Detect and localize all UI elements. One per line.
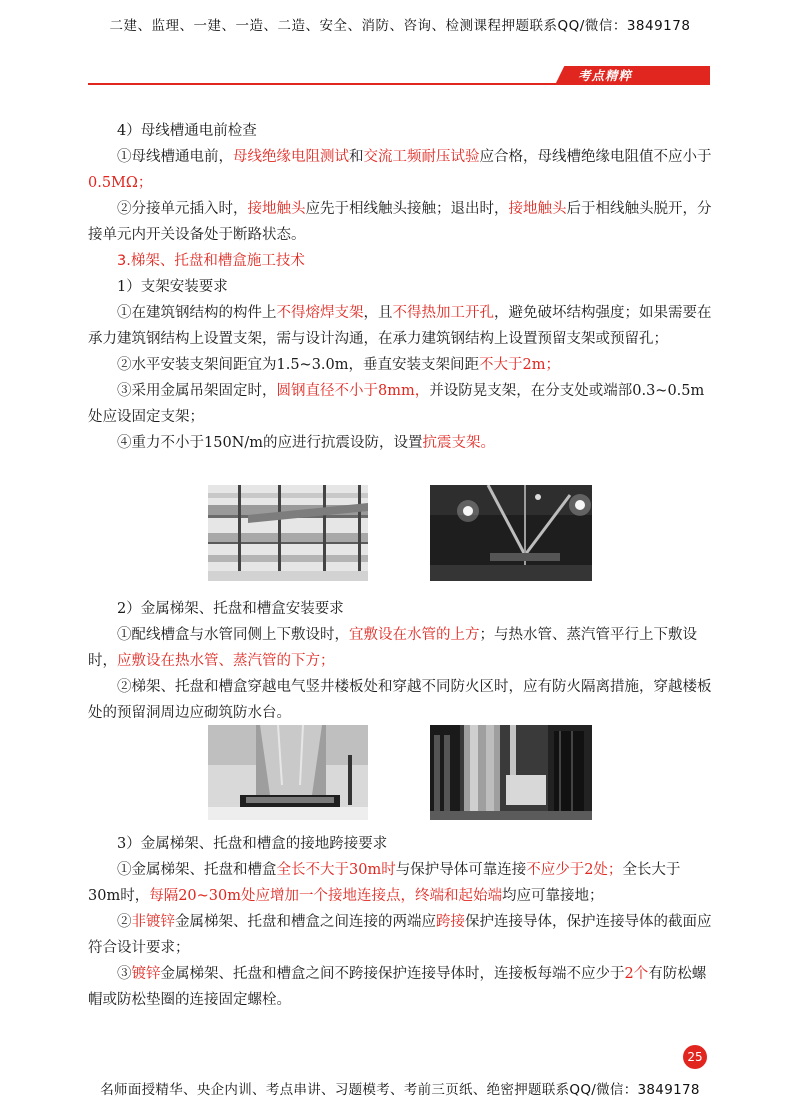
paragraph: ①在建筑钢结构的构件上不得熔焊支架，且不得热加工开孔，避免破坏结构强度；如果需要在承力建筑钢结构上设置支架，需与设计沟通，在承力建筑钢结构上设置预留支架或预留孔； [88, 305, 712, 347]
paragraph: ②分接单元插入时，接地触头应先于相线触头接触；退出时，接地触头后于相线触头脱开，分接单元内开关设备处于断路状态。 [88, 201, 712, 243]
subsection-heading: 3）金属梯架、托盘和槽盒的接地跨接要求 [117, 836, 388, 852]
page-footer-text: 名师面授精华、央企内训、考点串讲、习题模考、考前三页纸、绝密押题联系QQ/微信：3849178 [100, 1082, 700, 1098]
cable-tray-support-image [208, 485, 368, 581]
paragraph: ④重力不小于150N/m的应进行抗震设防，设置抗震支架。 [117, 435, 495, 451]
photo-cable-tray-supports [208, 485, 368, 581]
seismic-bracing-image [430, 485, 592, 581]
text-block-c [88, 831, 712, 1013]
paragraph: ③镀锌金属梯架、托盘和槽盒之间不跨接保护连接导体时，连接板每端不应少于2个有防松螺帽或防松垫圈的连接固定螺栓。 [88, 966, 707, 1008]
paragraph: ②梯架、托盘和槽盒穿越电气竖井楼板处和穿越不同防火区时，应有防火隔离措施，穿越楼板处的预留洞周边应砌筑防水台。 [88, 679, 712, 721]
paragraph: ②水平安装支架间距宜为1.5~3.0m，垂直安装支架间距不大于2m； [117, 357, 561, 373]
fire-barrier-image [208, 725, 368, 820]
section-heading: 3.梯架、托盘和槽盒施工技术 [117, 253, 305, 269]
header-banner-label: 考点精粹 [578, 68, 633, 83]
photo-fire-barrier [208, 725, 368, 820]
header-rule [88, 83, 708, 85]
paragraph: ②非镀锌金属梯架、托盘和槽盒之间连接的两端应跨接保护连接导体，保护连接导体的截面应符合设计要求； [88, 914, 712, 956]
paragraph: ①母线槽通电前，母线绝缘电阻测试和交流工频耐压试验应合格，母线槽绝缘电阻值不应小于0.5MΩ； [88, 149, 712, 191]
subsection-heading: 1）支架安装要求 [117, 279, 228, 295]
text-block-a [88, 118, 712, 456]
section-heading: 4）母线槽通电前检查 [117, 123, 257, 139]
page-number: 25 [683, 1045, 707, 1069]
paragraph: ①配线槽盒与水管同侧上下敷设时，宜敷设在水管的上方；与热水管、蒸汽管平行上下敷设时，应敷设在热水管、蒸汽管的下方； [88, 627, 697, 669]
electrical-shaft-image [430, 725, 592, 820]
subsection-heading: 2）金属梯架、托盘和槽盒安装要求 [117, 601, 344, 617]
photo-electrical-shaft [430, 725, 592, 820]
text-block-b [88, 596, 712, 726]
photo-seismic-bracing [430, 485, 592, 581]
page-header-text: 二建、监理、一建、一造、二造、安全、消防、咨询、检测课程押题联系QQ/微信：3849178 [109, 18, 691, 34]
paragraph: ①金属梯架、托盘和槽盒全长不大于30m时与保护导体可靠连接不应少于2处；全长大于30m时，每隔20~30m处应增加一个接地连接点，终端和起始端均应可靠接地； [88, 862, 681, 904]
paragraph: ③采用金属吊架固定时，圆钢直径不小于8mm，并设防晃支架，在分支处或端部0.3~0.5m处应设固定支架； [88, 383, 705, 425]
